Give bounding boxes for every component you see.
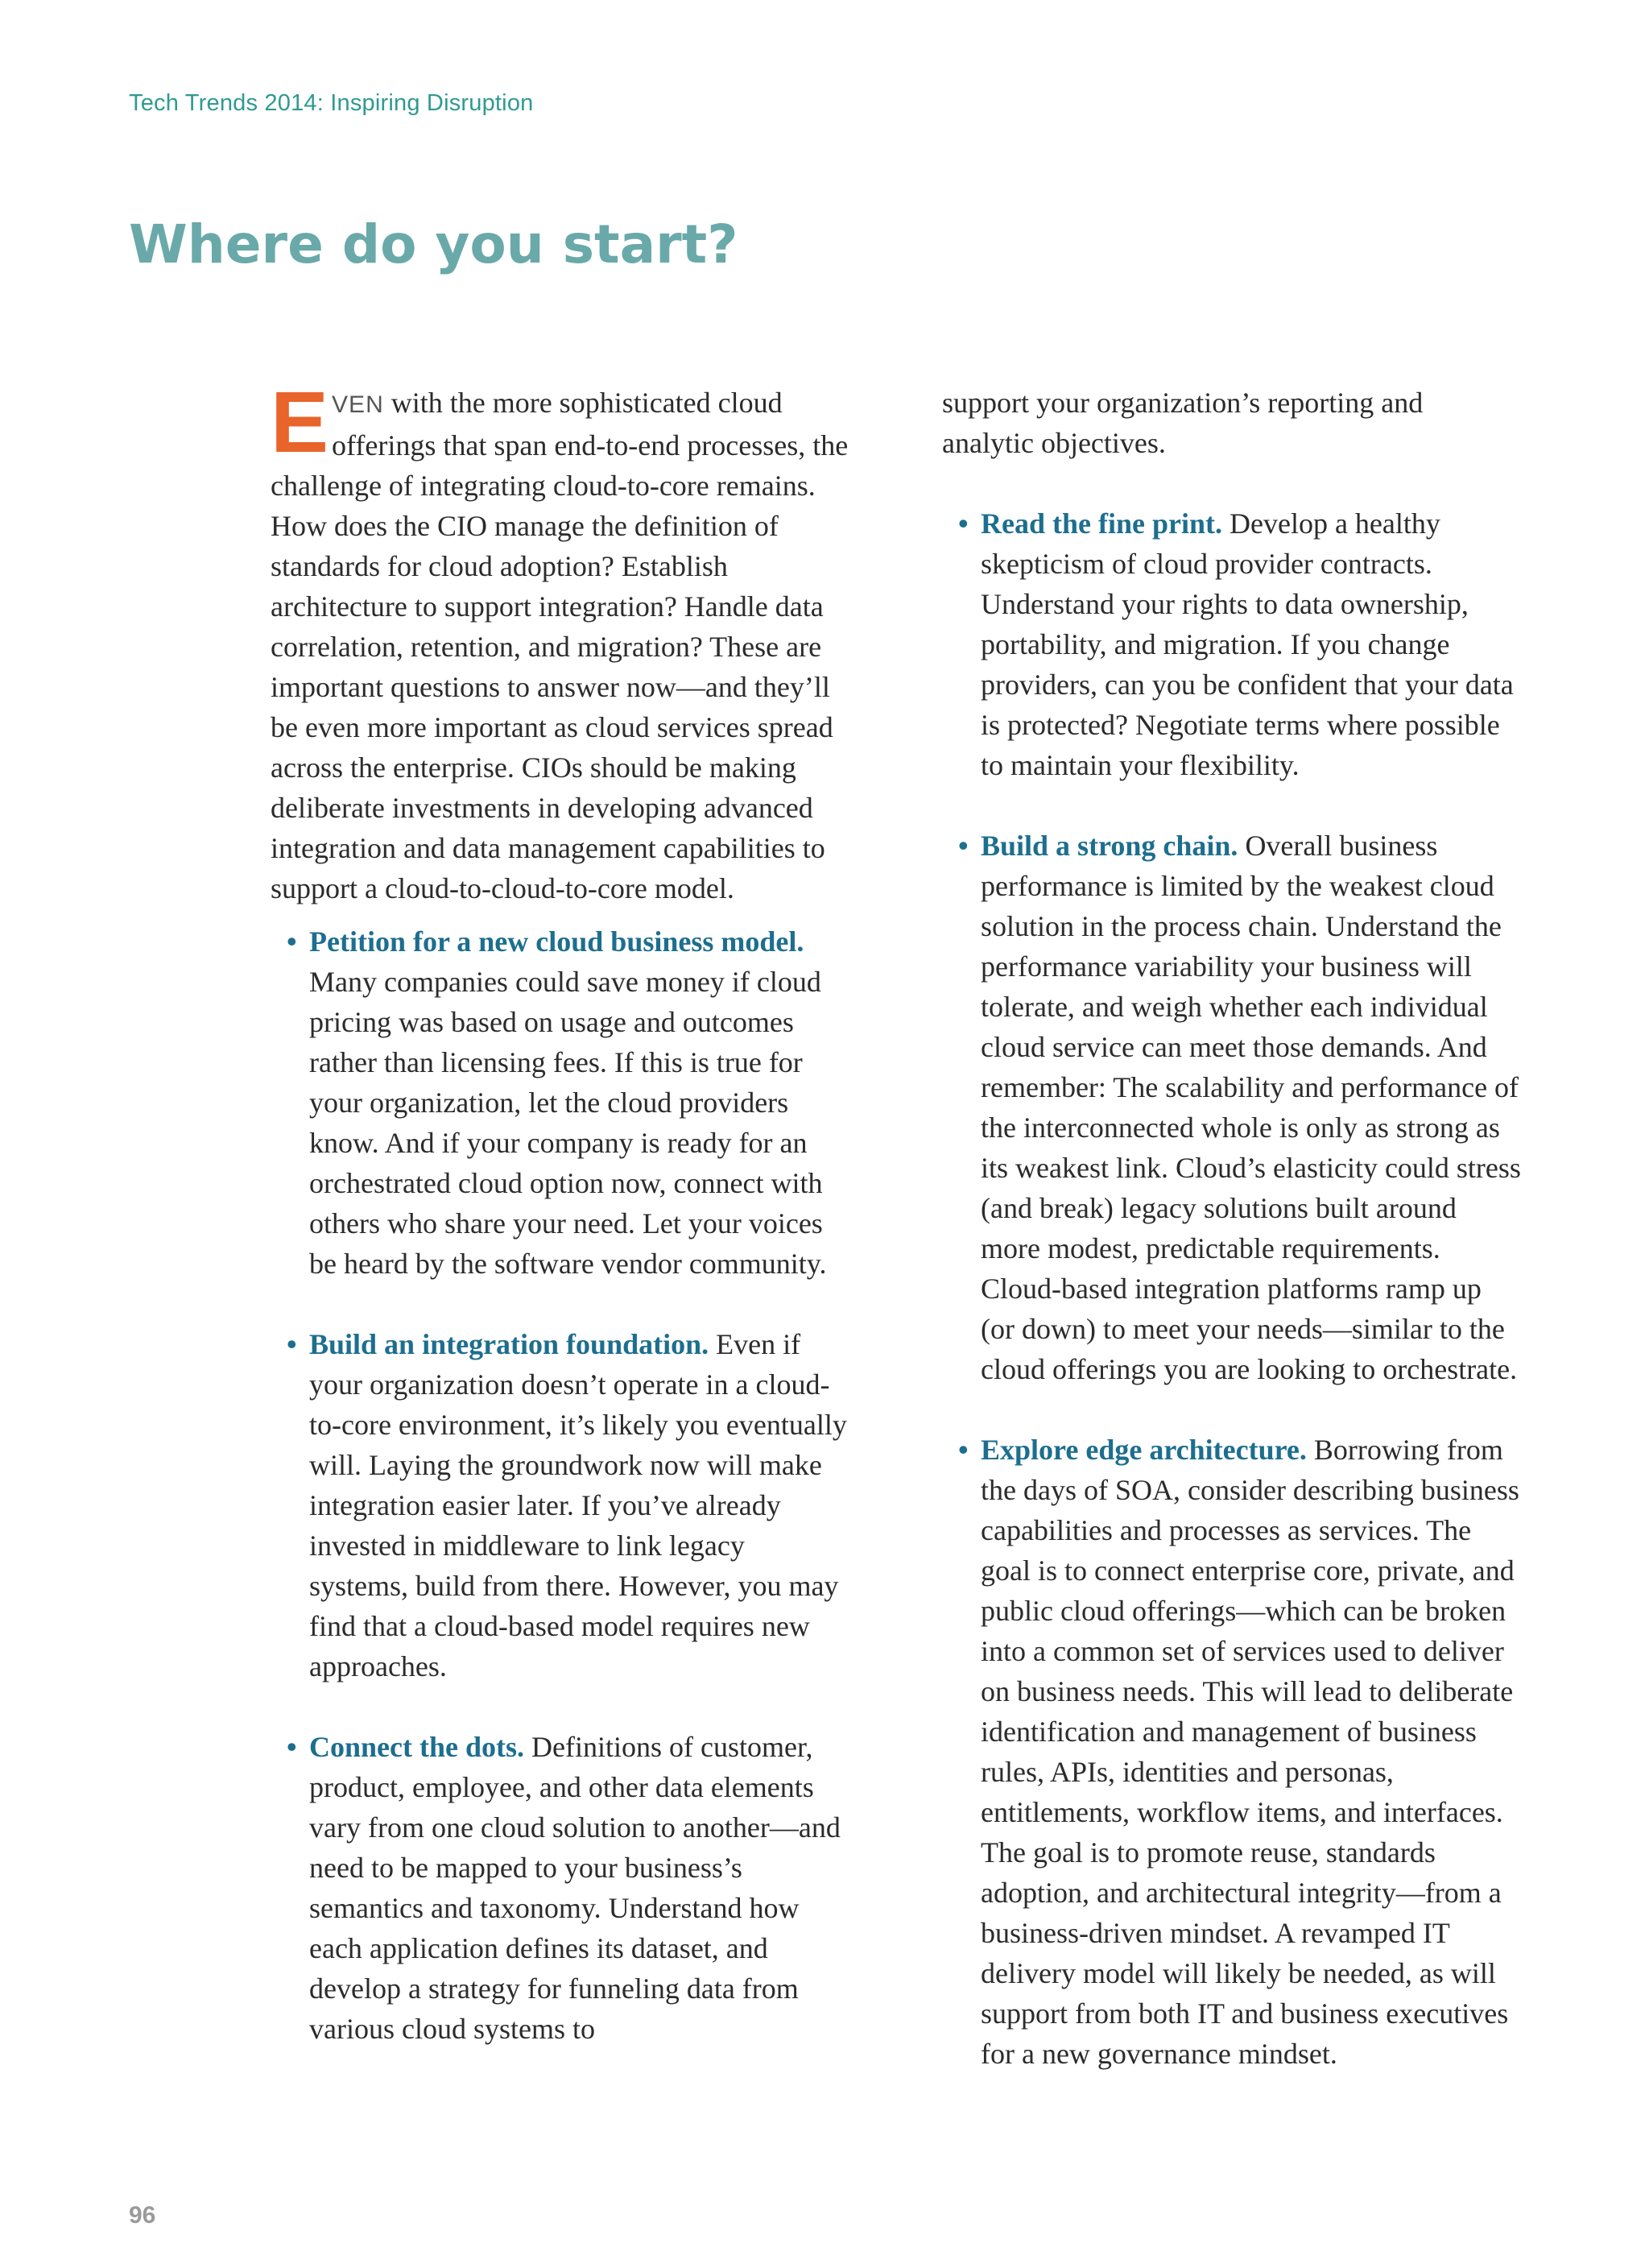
bullet-text: Even if your organization doesn’t operate in a cloud-to-core environment, it’s likely you eventually will. Laying the groundwork now will make integration easier later. If you’ve already invested in middleware to link legacy systems, build from there. However, you may find that a cloud-based model requires new approaches. [309, 1328, 847, 1682]
bullet-item [271, 1324, 850, 1687]
bullet-dot-icon: • [958, 830, 969, 862]
bullet-lead: Connect the dots. [309, 1731, 524, 1763]
bullet-dot-icon: • [287, 925, 297, 958]
intro-text: with the more sophisticated cloud offerings that span end-to-end processes, the challenge of integrating cloud-to-core remains. How does the CIO manage the definition of standards for cloud adoption? Establish architecture to support integration? Handle data correlation, retention, and migration? These are important questions to answer now—and they’ll be even more important as cloud services spread across the enterprise. CIOs should be making deliberate investments in developing advanced integration and data management capabilities to support a cloud-to-cloud-to-core model. [271, 387, 849, 904]
right-column [942, 383, 1522, 2114]
bullet-lead: Read the fine print. [981, 507, 1222, 540]
bullet-dot-icon: • [958, 507, 969, 540]
page-number: 96 [129, 2202, 156, 2229]
bullet-dot-icon: • [287, 1731, 297, 1763]
page-title: Where do you start? [129, 213, 738, 275]
drop-cap: E [271, 373, 329, 470]
bullet-lead: Build a strong chain. [981, 830, 1238, 862]
bullet-item [271, 921, 850, 1284]
bullet-dot-icon: • [287, 1328, 297, 1360]
bullet-text: Borrowing from the days of SOA, consider describing business capabilities and processes as services. The goal is to connect enterprise core, private, and public cloud offerings—which can be broken into a common set of services used to deliver on business needs. This will lead to deliberate identification and management of business rules, APIs, identities and personas, entitlements, workflow items, and interfaces. The goal is to promote reuse, standards adoption, and architectural integrity—from a business-driven mindset. A revamped IT delivery model will likely be needed, as will support from both IT and business executives for a new governance mindset. [981, 1434, 1519, 2070]
bullet-item [942, 503, 1522, 785]
bullet-text: Definitions of customer, product, employee, and other data elements vary from one cloud solution to another—and need to be mapped to your business’s semantics and taxonomy. Understand how each application defines its dataset, and develop a strategy for funneling data from various cloud systems to [309, 1731, 841, 2045]
left-column [271, 373, 850, 2089]
bullet-lead: Explore edge architecture. [981, 1434, 1307, 1466]
bullet-item [271, 1727, 850, 2049]
running-header: Tech Trends 2014: Inspiring Disruption [129, 90, 534, 116]
bullet-item [942, 1430, 1522, 2074]
bullet-text: Develop a healthy skepticism of cloud provider contracts. Understand your rights to data ownership, portability, and migration. If you change providers, can you be confident that your data is protected? Negotiate terms where possible to maintain your flexibility. [981, 507, 1514, 781]
bullet-text: Many companies could save money if cloud pricing was based on usage and outcomes rather than licensing fees. If this is true for your organization, let the cloud providers know. And if your company is ready for an orchestrated cloud option now, connect with others who share your need. Let your voices be heard by the software vendor community. [309, 966, 827, 1280]
bullet-item [942, 826, 1522, 1389]
continued-paragraph: support your organization’s reporting and analytic objectives. [942, 387, 1424, 459]
intro-smallcaps: VEN [332, 391, 384, 418]
right-bullet-list [942, 503, 1522, 2074]
bullet-dot-icon: • [958, 1434, 969, 1466]
intro-paragraph [271, 373, 850, 908]
bullet-lead: Build an integration foundation. [309, 1328, 709, 1360]
left-bullet-list [271, 921, 850, 2049]
bullet-text: Overall business performance is limited by the weakest cloud solution in the process chain. Understand the performance variability your business will tolerate, and weigh whether each individual cloud service can meet those demands. And remember: The scalability and performance of the interconnected whole is only as strong as its weakest link. Cloud’s elasticity could stress (and break) legacy solutions built around more modest, predictable requirements. Cloud-based integration platforms ramp up (or down) to meet your needs—similar to the cloud offerings you are looking to orchestrate. [981, 830, 1521, 1385]
bullet-lead: Petition for a new cloud business model. [309, 925, 804, 958]
